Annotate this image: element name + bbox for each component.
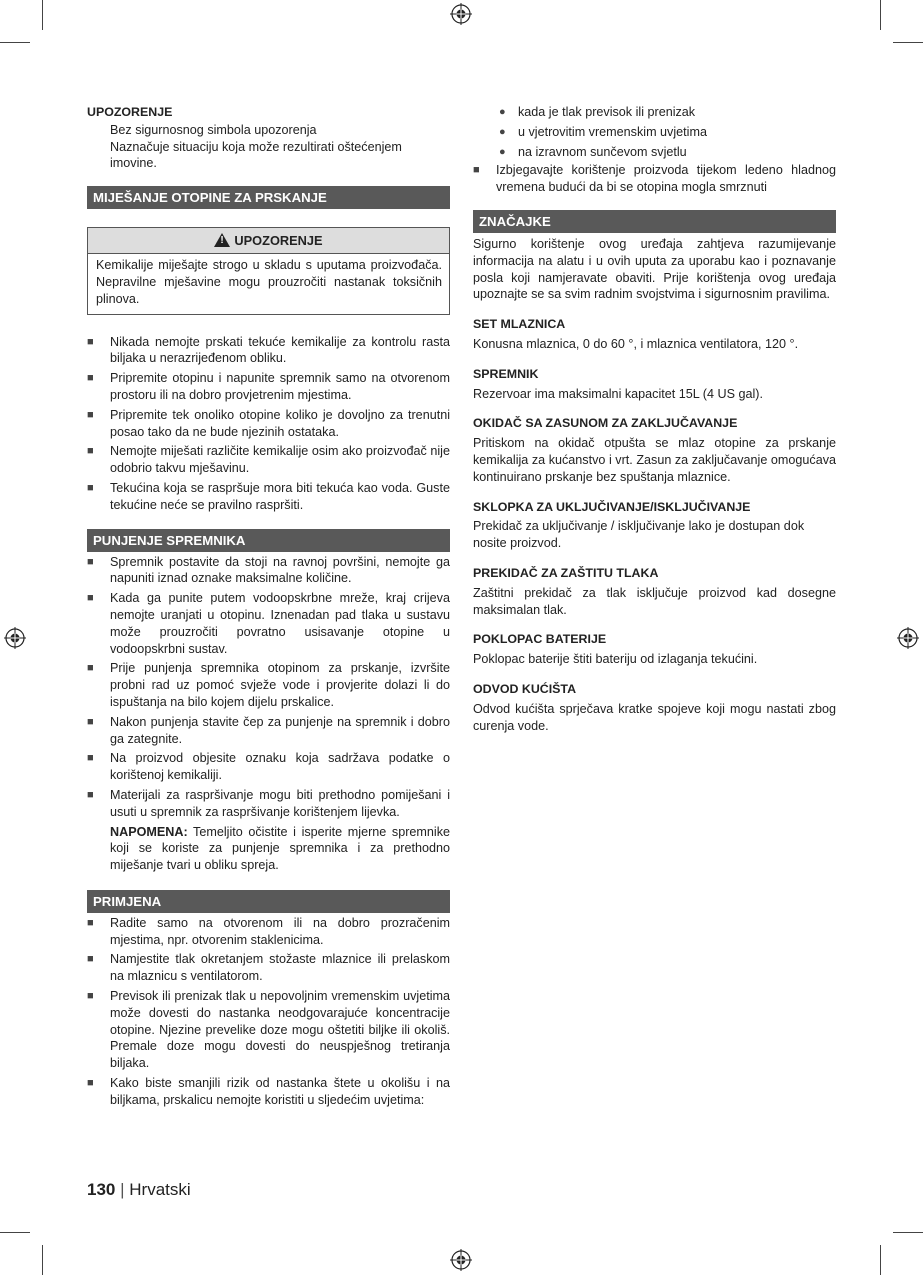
feature-title: ODVOD KUĆIŠTA — [473, 681, 577, 696]
warning-triangle-icon — [214, 233, 230, 247]
feature-item — [473, 499, 836, 552]
feature-item — [473, 631, 836, 668]
note-label: NAPOMENA: — [110, 824, 188, 839]
crop-mark — [880, 0, 881, 30]
list-item: ■ Pripremite tek onoliko otopine koliko je dovoljno za trenutni posao tako da ne bude njezinih ostataka. — [87, 407, 450, 439]
crop-mark — [893, 42, 923, 43]
features-intro: Sigurno korištenje ovog uređaja zahtjeva razumijevanje informacija na alatu i u ovih uputa za uporabu kao i poznavanje posla koji namjeravate obaviti. Prije korištenja ovog uređaja upoznajte se sa svim radnim svojstvima i sigurnosnim pravilima. — [473, 236, 836, 302]
warning-box — [87, 227, 450, 314]
feature-item — [473, 415, 836, 485]
square-bullet-icon: ■ — [87, 555, 94, 568]
warning-box-title: UPOZORENJE — [234, 233, 323, 249]
crop-mark — [42, 0, 43, 30]
section-header-use: PRIMJENA — [87, 890, 450, 913]
note — [87, 824, 450, 874]
registration-mark-icon — [450, 3, 472, 25]
page-number: 130 — [87, 1180, 116, 1199]
square-bullet-icon: ■ — [87, 445, 94, 458]
feature-title: SKLOPKA ZA UKLJUČIVANJE/ISKLJUČIVANJE — [473, 499, 751, 514]
list-item: ■ Kako biste smanjili rizik od nastanka štete u okolišu i na biljkama, prskalicu nemojte koristiti u sljedećim uvjetima: — [87, 1076, 450, 1107]
upozorenje-line: Bez sigurnosnog simbola upozorenja — [110, 122, 317, 137]
freeze-list — [473, 162, 836, 196]
registration-mark-icon — [450, 1249, 472, 1271]
list-item: ■ Izbjegavajte korištenje proizvoda tijekom ledeno hladnog vremena budući da bi se otopina mogla smrznuti — [473, 163, 836, 195]
square-bullet-icon: ■ — [87, 788, 94, 801]
crop-mark — [880, 1245, 881, 1275]
list-item: ● u vjetrovitim vremenskim uvjetima — [499, 124, 707, 139]
list-item: ■ Nemojte miješati različite kemikalije osim ako proizvođač nije odobrio takvu mješavinu. — [87, 444, 450, 476]
footer-separator: | — [120, 1180, 125, 1199]
left-column — [87, 104, 450, 1112]
crop-mark — [0, 1232, 30, 1233]
list-item: ■ Previsok ili prenizak tlak u nepovoljnim vremenskim uvjetima može dovesti do nastanka neodgovarajuće koncentracije otopine. Njezine prevelike doze mogu oštetiti biljke ili okoliš. Premale doze mogu dovesti do neuspješnog tretiranja biljaka. — [87, 989, 450, 1071]
feature-title: SET MLAZNICA — [473, 317, 566, 332]
square-bullet-icon: ■ — [473, 164, 480, 177]
list-item: ■ Materijali za raspršivanje mogu biti prethodno pomiješani i usuti u spremnik za raspršivanje korištenjem lijevka. — [87, 787, 450, 819]
feature-text: Pritiskom na okidač otpušta se mlaz otopine za prskanje kemikalija za kućanstvo i vrt. Zasun za zaključavanje omogućava kontinuirano prskanje bez spuštanja mlaznice. — [473, 436, 836, 484]
feature-item — [473, 366, 836, 403]
feature-text: Prekidač za uključivanje / isključivanje lako je dostupan dok nosite proizvod. — [473, 519, 805, 551]
square-bullet-icon: ■ — [87, 372, 94, 385]
square-bullet-icon: ■ — [87, 408, 94, 421]
feature-item — [473, 316, 836, 353]
feature-title: SPREMNIK — [473, 366, 539, 381]
registration-mark-icon — [4, 627, 26, 649]
list-item: ■ Pripremite otopinu i napunite spremnik samo na otvorenom prostoru ili na dobro provjetrenim mjestima. — [87, 371, 450, 402]
square-bullet-icon: ■ — [87, 953, 94, 966]
square-bullet-icon: ■ — [87, 662, 94, 675]
warning-box-text: Kemikalije miješajte strogo u skladu s uputama proizvođača. Nepravilne mješavine mogu prouzročiti nastanak toksičnih plinova. — [96, 258, 442, 306]
dot-bullet-icon: ● — [499, 106, 506, 118]
section-header-features: ZNAČAJKE — [473, 210, 836, 233]
mix-list — [87, 334, 450, 514]
section-header-fill: PUNJENJE SPREMNIKA — [87, 529, 450, 552]
list-item: ■ Na proizvod objesite oznaku koja sadržava podatke o korištenoj kemikaliji. — [87, 751, 450, 783]
feature-item — [473, 681, 836, 734]
square-bullet-icon: ■ — [87, 335, 94, 348]
crop-mark — [42, 1245, 43, 1275]
square-bullet-icon: ■ — [87, 1077, 94, 1090]
registration-mark-icon — [897, 627, 919, 649]
square-bullet-icon: ■ — [87, 481, 94, 494]
feature-text: Odvod kućišta sprječava kratke spojeve koji mogu nastati zbog curenja vode. — [473, 701, 836, 733]
right-column — [473, 104, 836, 734]
feature-text: Rezervoar ima maksimalni kapacitet 15L (4 US gal). — [473, 386, 764, 401]
upozorenje-line: Naznačuje situaciju koja može rezultirati oštećenjem imovine. — [110, 139, 402, 171]
feature-text: Poklopac baterije štiti bateriju od izlaganja tekućini. — [473, 652, 758, 667]
list-item: ■ Nikada nemojte prskati tekuće kemikalije za kontrolu rasta biljaka u nerazrijeđenom obliku. — [87, 334, 450, 366]
list-item: ■ Radite samo na otvorenom ili na dobro prozračenim mjestima, npr. otvorenim staklenicima. — [87, 915, 450, 947]
square-bullet-icon: ■ — [87, 715, 94, 728]
footer-language: Hrvatski — [129, 1180, 191, 1199]
dot-bullet-icon: ● — [499, 125, 506, 138]
use-list — [87, 915, 450, 1109]
list-item: ● kada je tlak previsok ili prenizak — [499, 105, 696, 119]
feature-item — [473, 565, 836, 618]
list-item: ● na izravnom sunčevom svjetlu — [499, 144, 687, 159]
square-bullet-icon: ■ — [87, 990, 94, 1003]
list-item: ■ Prije punjenja spremnika otopinom za prskanje, izvršite probni rad uz pomoć svježe vode i provjerite dolazi li do ispuštanja na bilo kojem dijelu prskalice. — [87, 661, 450, 709]
fill-list — [87, 554, 450, 821]
list-item: ■ Tekućina koja se raspršuje mora biti tekuća kao voda. Guste tekućine neće se pravilno raspršiti. — [87, 480, 450, 512]
list-item: ■ Spremnik postavite da stoji na ravnoj površini, nemojte ga napuniti iznad oznake maksimalne količine. — [87, 554, 450, 586]
list-item: ■ Kada ga punite putem vodoopskrbne mreže, kraj crijeva nemojte uranjati u otopinu. Iznenadan pad tlaka u sustavu može prouzročiti povratno usisavanje otopine u vodoopskrbni sustav. — [87, 591, 450, 656]
feature-title: OKIDAČ SA ZASUNOM ZA ZAKLJUČAVANJE — [473, 416, 738, 431]
feature-title: POKLOPAC BATERIJE — [473, 632, 607, 647]
feature-text: Konusna mlaznica, 0 do 60 °, i mlaznica ventilatora, 120 °. — [473, 336, 799, 351]
section-header-mix: MIJEŠANJE OTOPINE ZA PRSKANJE — [87, 186, 450, 209]
crop-mark — [0, 42, 30, 43]
list-item: ■ Namjestite tlak okretanjem stožaste mlaznice ili prelaskom na mlaznicu s ventilatorom. — [87, 952, 450, 984]
list-item: ■ Nakon punjenja stavite čep za punjenje na spremnik i dobro ga zategnite. — [87, 714, 450, 746]
square-bullet-icon: ■ — [87, 752, 94, 765]
conditions-list — [473, 104, 836, 160]
square-bullet-icon: ■ — [87, 592, 94, 605]
crop-mark — [893, 1232, 923, 1233]
note-text: Temeljito očistite i isperite mjerne spremnike koji se koriste za punjenje spremnika i za prethodno miješanje tvari u obliku spreja. — [110, 824, 450, 873]
upozorenje-title: UPOZORENJE — [87, 105, 173, 119]
dot-bullet-icon: ● — [499, 145, 506, 158]
feature-title: PREKIDAČ ZA ZAŠTITU TLAKA — [473, 565, 659, 580]
warning-box-header — [88, 228, 449, 254]
feature-text: Zaštitni prekidač za tlak isključuje proizvod kad dosegne maksimalan tlak. — [473, 585, 836, 617]
square-bullet-icon: ■ — [87, 916, 94, 929]
page-footer — [87, 1180, 191, 1200]
